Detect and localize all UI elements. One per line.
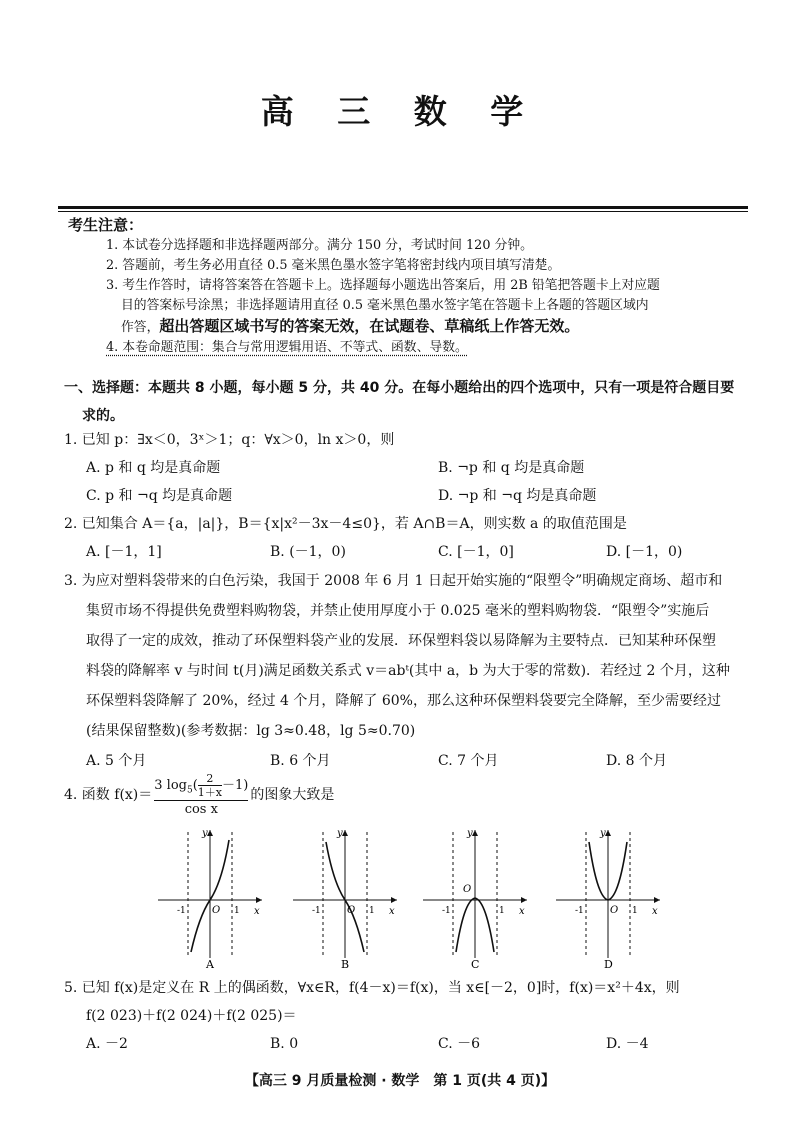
notice-heading: 考生注意： <box>68 216 144 234</box>
option-c: C. [－1，0] <box>438 544 514 560</box>
graph-option-a <box>150 820 270 970</box>
option-b: B. (－1，0) <box>270 544 346 560</box>
svg-text:A: A <box>206 958 214 970</box>
notice-item: 2. 答题前，考生务必用直径 0.5 毫米黑色墨水签字笔将密封线内项目填写清楚。 <box>106 258 561 273</box>
question-stem-line: 集贸市场不得提供免费塑料购物袋，并禁止使用厚度小于 0.025 毫米的塑料购物袋．“限塑令”实施后 <box>86 603 710 619</box>
notice-item: 目的答案标号涂黑；非选择题请用直径 0.5 毫米黑色墨水签字笔在答题卡上各题的答题区域内 <box>121 298 649 313</box>
page-footer: 【高三 9 月质量检测 · 数学 第 1 页(共 4 页)】 <box>244 1073 556 1089</box>
notice-item: 3. 考生作答时，请将答案答在答题卡上。选择题每小题选出答案后，用 2B 铅笔把答题卡上对应题 <box>106 278 660 293</box>
svg-text:1: 1 <box>632 906 638 916</box>
page-title: 高 三 数 学 <box>260 92 540 131</box>
option-a: A. p 和 q 均是真命题 <box>86 460 221 476</box>
question-stem: 2. 已知集合 A＝{a，|a|}，B＝{x|x²－3x－4≤0}，若 A∩B＝A，则实数 a 的取值范围是 <box>64 516 627 532</box>
question-4 <box>64 772 764 819</box>
question-stem: 1. 已知 p：∃x＜0，3ˣ＞1；q：∀x＞0，ln x＞0，则 <box>64 432 395 448</box>
svg-text:O: O <box>347 905 356 916</box>
header-rule <box>58 206 748 209</box>
section-heading: 一、选择题：本题共 8 小题，每小题 5 分，共 40 分。在每小题给出的四个选项中，只有一项是符合题目要 求的。 <box>64 380 735 424</box>
question-3 <box>64 566 764 776</box>
svg-text:y: y <box>202 828 208 839</box>
svg-text:-1: -1 <box>575 906 584 916</box>
question-stem: 4. 函数 f(x)＝ <box>64 787 153 804</box>
svg-text:O: O <box>463 884 472 895</box>
question-stem-suffix: 的图象大致是 <box>250 787 335 804</box>
svg-text:B: B <box>341 958 350 970</box>
question-stem-line: 5. 已知 f(x)是定义在 R 上的偶函数，∀x∈R，f(4－x)＝f(x)，当 x∈[－2，0]时，f(x)＝x²＋4x，则 <box>64 980 680 996</box>
question-2 <box>64 510 764 566</box>
graph-options <box>0 820 800 970</box>
svg-text:-1: -1 <box>177 906 186 916</box>
svg-text:-1: -1 <box>442 906 451 916</box>
graph-option-b <box>285 820 405 970</box>
graph-option-c <box>415 820 535 970</box>
question-stem-line: (结果保留整数)(参考数据：lg 3≈0.48，lg 5≈0.70) <box>86 723 416 739</box>
notice-list <box>106 236 756 358</box>
option-c: C. 7 个月 <box>438 753 499 769</box>
option-d: D. －4 <box>606 1036 649 1052</box>
svg-text:1: 1 <box>369 906 375 916</box>
svg-text:x: x <box>254 906 260 917</box>
option-a: A. [－1，1] <box>86 544 162 560</box>
option-c: C. p 和 ¬q 均是真命题 <box>86 488 233 504</box>
option-b: B. ¬p 和 q 均是真命题 <box>438 460 585 476</box>
question-stem-line: 取得了一定的成效，推动了环保塑料袋产业的发展．环保塑料袋以易降解为主要特点．已知某种环保塑 <box>86 633 716 649</box>
question-stem-line: 环保塑料袋降解了 20%，经过 4 个月，降解了 60%，那么这种环保塑料袋要完全降解，至少需要经过 <box>86 693 721 709</box>
option-d: D. 8 个月 <box>606 753 667 769</box>
header-rule-thin <box>58 211 748 212</box>
question-stem-line: 料袋的降解率 v 与时间 t(月)满足函数关系式 v＝abᵗ(其中 a，b 为大于零的常数)．若经过 2 个月，这种 <box>86 663 730 679</box>
option-a: A. 5 个月 <box>86 753 147 769</box>
notice-item: 作答，超出答题区域书写的答案无效，在试题卷、草稿纸上作答无效。 <box>121 317 580 335</box>
svg-text:1: 1 <box>499 906 505 916</box>
function-formula: 3 $\log_5$( $\frac{2}{1+x}$ －1) cos x <box>154 772 249 817</box>
svg-text:x: x <box>389 906 395 917</box>
svg-text:O: O <box>610 905 619 916</box>
svg-text:y: y <box>467 828 473 839</box>
svg-text:1: 1 <box>234 906 240 916</box>
notice-item: 4. 本卷命题范围：集合与常用逻辑用语、不等式、函数、导数。 <box>106 340 468 355</box>
option-b: B. 6 个月 <box>270 753 331 769</box>
graph-option-d <box>548 820 668 970</box>
option-a: A. －2 <box>86 1036 128 1052</box>
question-stem-line: 3. 为应对塑料袋带来的白色污染，我国于 2008 年 6 月 1 日起开始实施的“限塑令”明确规定商场、超市和 <box>64 573 723 589</box>
svg-text:x: x <box>652 906 658 917</box>
option-d: D. [－1，0) <box>606 544 683 560</box>
option-c: C. －6 <box>438 1036 481 1052</box>
svg-text:-1: -1 <box>312 906 321 916</box>
question-stem-line: f(2 023)＋f(2 024)＋f(2 025)＝ <box>86 1008 297 1024</box>
svg-text:O: O <box>212 905 221 916</box>
svg-text:y: y <box>337 828 343 839</box>
svg-text:y: y <box>600 828 606 839</box>
question-5 <box>64 974 764 1058</box>
svg-text:D: D <box>604 958 613 970</box>
question-1 <box>64 426 764 510</box>
svg-text:x: x <box>519 906 525 917</box>
svg-text:C: C <box>471 958 480 970</box>
notice-item: 1. 本试卷分选择题和非选择题两部分。满分 150 分，考试时间 120 分钟。 <box>106 238 533 253</box>
option-b: B. 0 <box>270 1036 299 1052</box>
option-d: D. ¬p 和 ¬q 均是真命题 <box>438 488 597 504</box>
notice-warning: 超出答题区域书写的答案无效，在试题卷、草稿纸上作答无效。 <box>159 317 580 335</box>
